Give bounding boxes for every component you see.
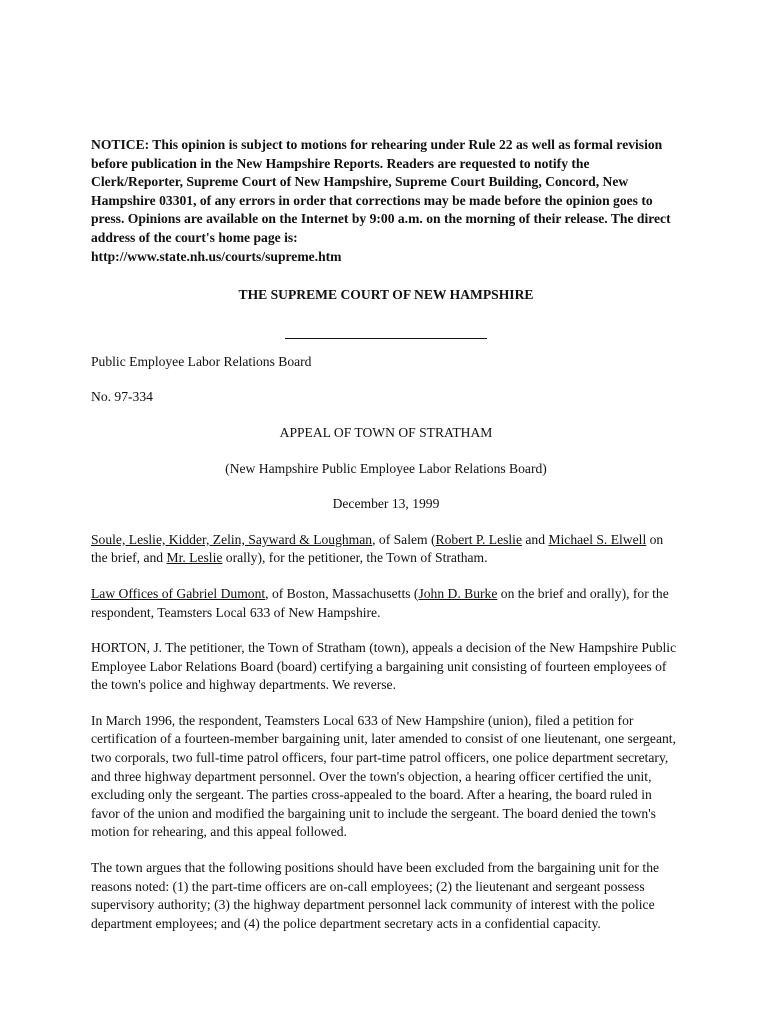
opinion-page	[91, 136, 681, 933]
divider-rule	[285, 338, 487, 339]
notice-paragraph	[91, 136, 681, 266]
counsel-text: on the brief and orally), for the respondent, Teamsters Local 633 of New Hampshire.	[91, 585, 669, 620]
counsel-petitioner	[91, 531, 681, 568]
counsel-text: , of Salem (	[372, 531, 436, 547]
counsel-text: orally), for the petitioner, the Town of Stratham.	[222, 550, 488, 566]
counsel-text: on the brief, and	[91, 531, 664, 566]
petitioner-attorney-1: Robert P. Leslie	[435, 531, 522, 547]
petitioner-firm: Soule, Leslie, Kidder, Zelin, Sayward & Loughman	[91, 531, 373, 547]
decision-date: December 13, 1999	[332, 496, 440, 512]
counsel-respondent	[91, 585, 681, 622]
opinion-paragraph: In March 1996, the respondent, Teamsters Local 633 of New Hampshire (union), filed a petition for certification of a fourteen-member bargaining unit, later amended to consist of one lieutenant, one sergeant, two corporals, two full-time patrol officers, four part-time patrol officers, one police department secretary, and three highway department personnel. Over the town's objection, a hearing officer certified the unit, excluding only the sergeant. The parties cross-appealed to the board. After a hearing, the board ruled in favor of the union and modified the bargaining unit to include the sergeant. The board denied the town's motion for rehearing, and this appeal followed.	[91, 712, 676, 840]
respondent-attorney: John D. Burke	[418, 585, 498, 601]
case-subtitle: (New Hampshire Public Employee Labor Relations Board)	[225, 460, 547, 476]
opinion-paragraph: HORTON, J. The petitioner, the Town of Stratham (town), appeals a decision of the New Hampshire Public Employee Labor Relations Board (board) certifying a bargaining unit consisting of fourteen employees of the town's police and highway departments. We reverse.	[91, 640, 677, 693]
court-title: THE SUPREME COURT OF NEW HAMPSHIRE	[238, 287, 534, 303]
opinion-paragraph: The town argues that the following positions should have been excluded from the bargaining unit for the reasons noted: (1) the part-time officers are on-call employees; (2) the lieutenant and sergeant possess supervisory authority; (3) the highway department personnel lack community of interest with the police department employees; and (4) the police department secretary acts in a confidential capacity.	[91, 860, 660, 931]
divider-rule-text	[91, 339, 92, 340]
originating-tribunal: Public Employee Labor Relations Board	[91, 353, 312, 369]
counsel-text: , of Boston, Massachusetts (	[265, 585, 419, 601]
respondent-firm: Law Offices of Gabriel Dumont	[91, 585, 266, 601]
petitioner-oral-attorney: Mr. Leslie	[166, 550, 223, 566]
case-title: APPEAL OF TOWN OF STRATHAM	[279, 424, 493, 440]
court-homepage-url: http://www.state.nh.us/courts/supreme.htm	[91, 248, 342, 264]
petitioner-attorney-2: Michael S. Elwell	[548, 531, 647, 547]
counsel-text: and	[522, 531, 549, 547]
notice-text: NOTICE: This opinion is subject to motions for rehearing under Rule 22 as well as formal revision before publication in the New Hampshire Reports. Readers are requested to notify the Clerk/Reporter, Supreme Court of New Hampshire, Supreme Court Building, Concord, New Hampshire 03301, of any errors in order that corrections may be made before the opinion goes to press. Opinions are available on the Internet by 9:00 a.m. on the morning of their release. The direct address of the court's home page is:	[91, 137, 671, 245]
docket-number: No. 97-334	[91, 389, 153, 405]
